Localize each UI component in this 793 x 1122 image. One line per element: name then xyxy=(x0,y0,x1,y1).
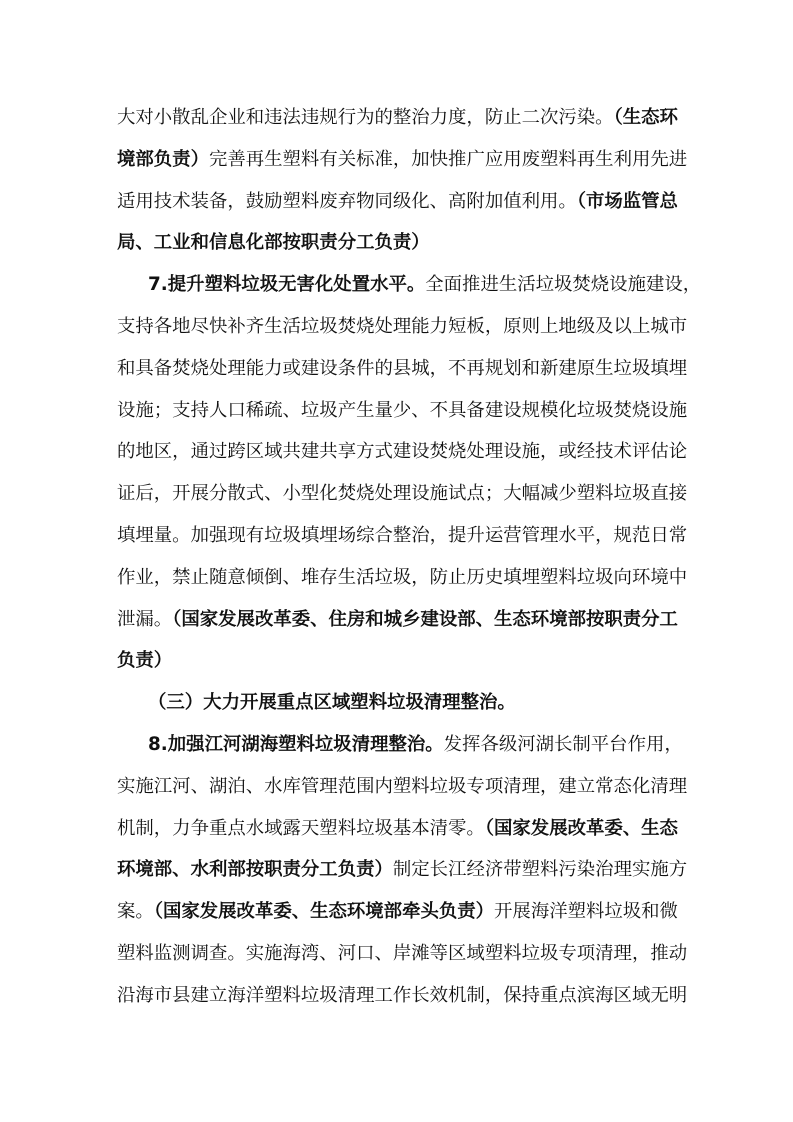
text-line xyxy=(117,982,688,1024)
text-line xyxy=(117,606,677,648)
text-line xyxy=(117,313,688,355)
text-line xyxy=(117,647,677,689)
bold-text: （三）大力开展重点区域塑料垃圾清理整治。 xyxy=(148,692,516,714)
text-line xyxy=(117,397,688,439)
body-text: 完善再生塑料有关标准，加快推广应用废塑料再生利用先进 xyxy=(208,148,688,170)
bold-text: 境部负责） xyxy=(117,148,209,170)
text-line xyxy=(117,355,688,397)
body-text: 发挥各级河湖长制平台作用， xyxy=(443,733,683,755)
text-line xyxy=(117,146,688,188)
text-line xyxy=(117,480,688,522)
body-text: 作业，禁止随意倾倒、堆存生活垃圾，防止历史填埋塑料垃圾向环境中 xyxy=(117,566,688,588)
bold-text: 负责） xyxy=(117,650,173,672)
bold-text: （国家发展改革委、住房和城乡建设部、生态环境部按职责分工 xyxy=(172,608,678,630)
text-line xyxy=(117,773,688,815)
body-text: 大对小散乱企业和违法违规行为的整治力度，防止二次污染。 xyxy=(117,107,614,128)
body-text: 的地区，通过跨区域共建共享方式建设焚烧处理设施，或经技术评估论 xyxy=(117,441,688,463)
bold-text: 环境部、水利部按职责分工负责） xyxy=(117,859,393,881)
body-text: 开展海洋塑料垃圾和微 xyxy=(494,901,678,923)
bold-text: 局、工业和信息化部按职责分工负责） xyxy=(117,232,430,254)
body-text: 适用技术装备，鼓励塑料废弃物同级化、高附加值利用。 xyxy=(117,190,577,212)
body-text: 证后，开展分散式、小型化焚烧处理设施试点；大幅减少塑料垃圾直接 xyxy=(117,483,688,505)
text-line xyxy=(117,188,677,230)
text-line xyxy=(117,271,702,313)
text-line xyxy=(117,104,677,146)
text-line xyxy=(117,856,688,898)
bold-text: （生态环 xyxy=(613,107,678,128)
body-text: 制定长江经济带塑料污染治理实施方 xyxy=(392,859,688,881)
bold-text: （国家发展改革委、生态环境部牵头负责） xyxy=(153,901,495,923)
body-text: 机制，力争重点水域露天塑料垃圾基本清零。 xyxy=(117,817,485,839)
text-line xyxy=(117,522,688,564)
text-line xyxy=(117,940,688,982)
bold-text: 8.加强江河湖海塑料垃圾清理整治。 xyxy=(148,733,444,755)
text-line xyxy=(117,229,677,271)
body-text: 全面推进生活垃圾焚烧设施建设， xyxy=(425,274,702,296)
bold-text: （国家发展改革委、生态 xyxy=(484,817,678,839)
document-body xyxy=(117,104,702,1024)
text-line xyxy=(117,815,677,857)
body-text: 案。 xyxy=(117,901,154,923)
body-text: 实施江河、湖泊、水库管理范围内塑料垃圾专项清理，建立常态化清理 xyxy=(117,775,688,797)
body-text: 泄漏。 xyxy=(117,608,173,630)
body-text: 设施；支持人口稀疏、垃圾产生量少、不具备建设规模化垃圾焚烧设施 xyxy=(117,399,688,421)
body-text: 和具备焚烧处理能力或建设条件的县城，不再规划和新建原生垃圾填埋 xyxy=(117,357,688,379)
text-line xyxy=(117,898,677,940)
bold-text: （市场监管总 xyxy=(576,190,678,212)
body-text: 塑料监测调查。实施海湾、河口、岸滩等区域塑料垃圾专项清理，推动 xyxy=(117,942,688,964)
body-text: 支持各地尽快补齐生活垃圾焚烧处理能力短板，原则上地级及以上城市 xyxy=(117,315,688,337)
text-line xyxy=(117,689,677,731)
text-line xyxy=(117,731,683,773)
bold-text: 7.提升塑料垃圾无害化处置水平。 xyxy=(148,274,426,296)
body-text: 填埋量。加强现有垃圾填埋场综合整治，提升运营管理水平，规范日常 xyxy=(117,524,688,546)
text-line xyxy=(117,438,688,480)
body-text: 沿海市县建立海洋塑料垃圾清理工作长效机制，保持重点滨海区域无明 xyxy=(117,984,688,1006)
text-line xyxy=(117,564,688,606)
